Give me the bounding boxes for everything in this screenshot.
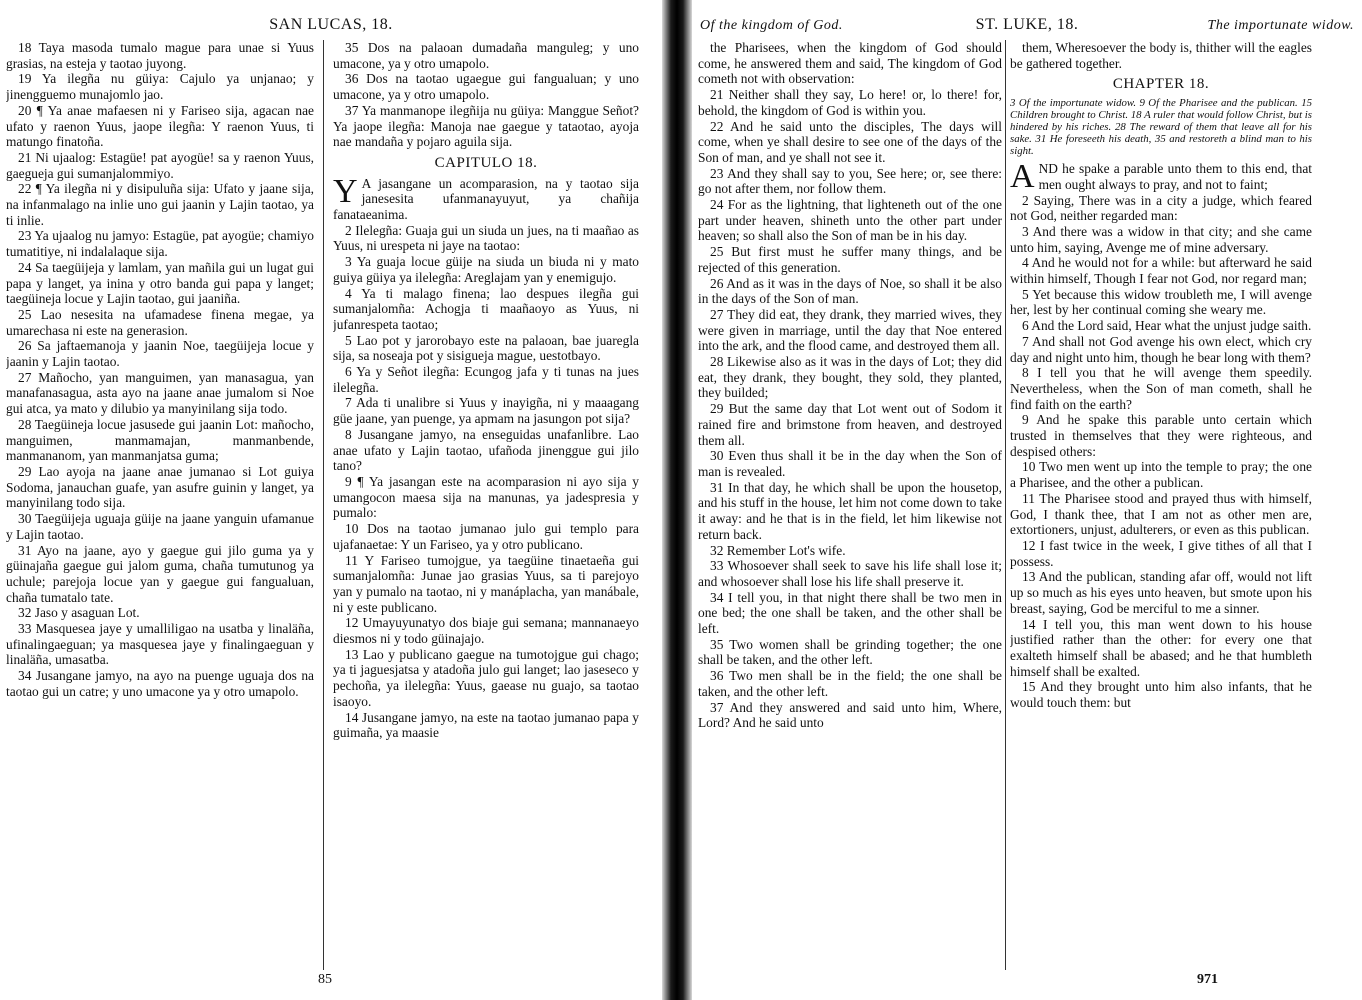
left-column-2: [333, 40, 639, 970]
verse-paragraph: 3 Ya guaja locue güije na siuda un biuda ni y mato guiya güiya ya ilelegña: Areglajam yan y enemigujo.: [333, 254, 639, 285]
verse-paragraph: 12 Umayuyunatyo dos biaje gui semana; mannanaeyo diesmos ni y todo güinajajo.: [333, 615, 639, 647]
verse-paragraph: 35 Dos na palaoan dumadaña manguleg; y uno umacone, ya y otro umapolo.: [333, 40, 639, 71]
verse-paragraph: 12 I fast twice in the week, I give tithes of all that I possess.: [1010, 537, 1312, 569]
right-running-head-right: The importunate widow.: [1207, 18, 1354, 33]
verse-paragraph: 27 They did eat, they drank, they married wives, they were given in marriage, until the day that Noe entered into the ark, and the flood came, and destroyed them all.: [698, 306, 1002, 354]
verse-paragraph: 28 Taegüineja locue jasusede gui jaanin Lot: mañocho, manguimen, manmamajan, manmanbende, manmananom, yan manmanjatsa guma;: [6, 416, 314, 464]
verse-paragraph: 19 Ya ilegña nu güiya: Cajulo ya unjanao; y jinengguemo munajomlo jao.: [6, 71, 314, 103]
verse-paragraph: 9 And he spake this parable unto certain which trusted in themselves that they were righteous, and despised others:: [1010, 412, 1312, 459]
verse-paragraph: the Pharisees, when the kingdom of God should come, he answered them and said, The kingdom of God cometh not with observation:: [698, 40, 1002, 87]
verse-paragraph: 2 Ilelegña: Guaja gui un siuda un jues, na ti maañao as Yuus, ni urespeta ni jaye na taotao:: [333, 222, 639, 254]
verse-paragraph: 6 And the Lord said, Hear what the unjust judge saith.: [1022, 318, 1312, 334]
verse-paragraph: 36 Dos na taotao ugaegue gui fangualuan; y uno umacone, ya y otro umapolo.: [333, 71, 639, 103]
right-folio: 971: [1197, 972, 1218, 987]
book-gutter: [662, 0, 692, 1000]
verse-paragraph: 24 For as the lightning, that lighteneth out of the one part under heaven, shineth unto the other part under heaven; so shall also the Son of man be in his day.: [698, 197, 1002, 244]
verse-paragraph: 25 But first must he suffer many things, and be rejected of this generation.: [698, 244, 1002, 275]
verse-paragraph: them, Wheresoever the body is, thither will the eagles be gathered together.: [1010, 40, 1312, 71]
verse-paragraph: 20 ¶ Ya anae mafaesen ni y Fariseo sija, agacan nae ufato y raenon Yuus, jaope ilegña: Y raenon Yuus, ti matungo finatoña.: [6, 102, 314, 150]
verse-paragraph: 30 Taegüijeja uguaja güije na jaane yanguin ufamanue y Lajin taotao.: [6, 511, 314, 542]
right-page: [692, 0, 1362, 1000]
verse-paragraph: 32 Remember Lot's wife.: [710, 542, 846, 558]
right-chapter-first-verse: [1010, 158, 1312, 196]
verse-paragraph: 34 Jusangane jamyo, na ayo na puenge uguaja dos na taotao gui un catre; y uno umacone ya y otro umapolo.: [6, 668, 314, 699]
left-chapter-verses: [333, 223, 639, 741]
verse-paragraph: 9 ¶ Ya jasangan este na acomparasion ni ayo sija y umangocon maesa sija na manunas, ya jadespresia y pumalo:: [333, 473, 639, 521]
left-column-1: [6, 40, 314, 970]
verse-paragraph: 23 Ya ujaalog nu jamyo: Estagüe, pat ayogüe; chamiyo tumatitiye, ni indalalaque sija.: [6, 228, 314, 260]
verse-paragraph: 26 And as it was in the days of Noe, so shall it be also in the days of the Son of man.: [698, 275, 1002, 307]
verse-paragraph: 8 Jusangane jamyo, na enseguidas unafanlibre. Lao anae ufato y Lajin taotao, ufañoda jinenggue gui jilo tano?: [333, 426, 639, 474]
verse-paragraph: 5 Yet because this widow troubleth me, I will avenge her, lest by her continual coming she weary me.: [1010, 286, 1312, 318]
right-column-2-verses: [1010, 40, 1312, 71]
verse-paragraph: 11 Y Fariseo tumojgue, ya taegüine tinaetaeña gui sumanjalomña: Junae jao grasias Yuus, sa ti parejoyo yan y pumalo na taotao, ni y manáplacha, yan manábale, ni y este publicano.: [333, 552, 639, 615]
right-first-verse-text: ND he spake a parable unto them to this end, that men ought always to pray, and not to faint;: [1038, 161, 1312, 192]
left-first-verse-text: A jasangane un acomparasion, na y taotao sija janesesita ufanmanayuyut, ya chañija fanataeanima.: [333, 175, 639, 223]
right-chapter-heading: CHAPTER 18.: [1112, 76, 1210, 93]
right-column-1: [698, 40, 1002, 970]
verse-paragraph: 15 And they brought unto him also infants, that he would touch them: but: [1010, 679, 1312, 711]
verse-paragraph: 6 Ya y Señot ilegña: Ecungog jafa y ti tunas na jues ilelegña.: [333, 364, 639, 395]
verse-paragraph: 33 Whosoever shall seek to save his life shall lose it; and whosoever shall lose his life shall preserve it.: [698, 558, 1002, 589]
verse-paragraph: 31 In that day, he which shall be upon the housetop, and his stuff in the house, let him not come down to take it away: and he that is in the field, let him likewise not return back.: [698, 479, 1002, 542]
verse-paragraph: 10 Dos na taotao jumanao julo gui templo para ujafanaetae: Y un Fariseo, ya y otro publicano.: [333, 521, 639, 552]
verse-paragraph: 18 Taya masoda tumalo mague para unae si Yuus grasias, na esteja y taotao juyong.: [6, 40, 314, 71]
verse-paragraph: 29 But the same day that Lot went out of Sodom it rained fire and brimstone from heaven, and destroyed them all.: [698, 401, 1002, 448]
left-chapter-first-verse: [333, 172, 639, 223]
verse-paragraph: 13 And the publican, standing afar off, would not lift up so much as his eyes unto heaven, but smote upon his breast, saying, God be merciful to me a sinner.: [1010, 569, 1312, 616]
right-column-rule: [1005, 40, 1006, 970]
verse-paragraph: 4 And he would not for a while: but afterward he said within himself, Though I fear not God, nor regard man;: [1010, 255, 1312, 287]
verse-paragraph: 7 And shall not God avenge his own elect, which cry day and night unto him, though he bear long with them?: [1010, 333, 1312, 365]
verse-paragraph: 11 The Pharisee stood and prayed thus with himself, God, I thank thee, that I am not as other men are, extortioners, unjust, adulterers, or even as this publican.: [1010, 490, 1312, 538]
verse-paragraph: 3 And there was a widow in that city; and she came unto him, saying, Avenge me of mine adversary.: [1010, 223, 1312, 255]
left-page: [0, 0, 662, 1000]
left-running-head: [0, 12, 662, 38]
right-running-head-left: Of the kingdom of God.: [700, 18, 843, 33]
verse-paragraph: 28 Likewise also as it was in the days of Lot; they did eat, they drank, they bought, they sold, they planted, they builded;: [698, 354, 1002, 401]
verse-paragraph: 26 Sa jaftaemanoja y jaanin Noe, taegüijeja locue y jaanin y Lajin taotao.: [6, 338, 314, 370]
verse-paragraph: 34 I tell you, in that night there shall be two men in one bed; the one shall be taken, and the other shall be left.: [698, 589, 1002, 637]
left-drop-cap: Y: [333, 172, 358, 210]
verse-paragraph: 14 Jusangane jamyo, na este na taotao jumanao papa y guimaña, ya maasie: [333, 709, 639, 741]
verse-paragraph: 2 Saying, There was in a city a judge, which feared not God, neither regarded man:: [1010, 192, 1312, 224]
verse-paragraph: 33 Masquesea jaye y umalliligao na usatba y linaläña, ufinalingaeguan; ya masquesea jaye y finalingaeguan y linaläña, umasatba.: [6, 621, 314, 668]
verse-paragraph: 25 Lao nesesita na ufamadese finena megae, ya umarechasa ni este na generasion.: [6, 306, 314, 338]
right-running-head-title: ST. LUKE, 18.: [975, 16, 1079, 33]
verse-paragraph: 21 Ni ujaalog: Estagüe! pat ayogüe! sa y raenon Yuus, gaegueja gui sumanjalommiyo.: [6, 149, 314, 181]
left-column-2-verses: [333, 40, 639, 150]
left-column-rule: [323, 40, 324, 970]
verse-paragraph: 27 Mañocho, yan manguimen, yan manasagua, yan manafanasagua, asta ayo na jaane anae jumalom si Noe gui atca, ya mato y dilubio ya manyinilang sija todo.: [6, 369, 314, 417]
right-drop-cap: A: [1010, 158, 1035, 196]
right-chapter-summary: 3 Of the importunate widow. 9 Of the Pharisee and the publican. 15 Children brought to Christ. 18 A ruler that would follow Christ, but is hindered by his riches. 28 The reward of them that leave all for his sake. 31 He foreseeth his death, 35 and restoreth a blind man to his sight.: [1010, 97, 1312, 158]
verse-paragraph: 22 And he said unto the disciples, The days will come, when ye shall desire to see one of the days of the Son of man, and ye shall not see it.: [698, 118, 1002, 165]
verse-paragraph: 10 Two men went up into the temple to pray; the one a Pharisee, and the other a publican.: [1010, 459, 1312, 491]
right-running-head: [692, 12, 1362, 38]
verse-paragraph: 32 Jaso y asaguan Lot.: [18, 605, 140, 621]
verse-paragraph: 7 Ada ti unalibre si Yuus y inayigña, ni y maaagang güe jaane, yan puenge, ya apmam na jasungon pot sija?: [333, 395, 639, 427]
verse-paragraph: 23 And they shall say to you, See here; or, see there: go not after them, nor follow them.: [698, 165, 1002, 197]
verse-paragraph: 36 Two men shall be in the field; the one shall be taken, and the other left.: [698, 668, 1002, 699]
verse-paragraph: 21 Neither shall they say, Lo here! or, lo there! for, behold, the kingdom of God is within you.: [698, 87, 1002, 118]
verse-paragraph: 31 Ayo na jaane, ayo y gaegue gui jilo guma ya y güinajaña gaegue gui jalom guma, chaña tumutunog ya uchule; parejoja locue yan y gaegue gui fangualuan, chaña tumatalo tate.: [6, 542, 314, 605]
right-column-2: [1010, 40, 1312, 970]
right-chapter-verses: [1010, 193, 1312, 711]
verse-paragraph: 37 And they answered and said unto him, Where, Lord? And he said unto: [698, 699, 1002, 731]
verse-paragraph: 5 Lao pot y jarorobayo este na palaoan, bae juaregla sija, sa noseaja pot y sisigueja mague, uestotbayo.: [333, 332, 639, 364]
verse-paragraph: 24 Sa taegüijeja y lamlam, yan mañila gui un lugat gui papa y langet, ya inina y otro banda gui papa y langet; taegüineja locue y Lajin taotao, gui jaaniña.: [6, 259, 314, 307]
verse-paragraph: 14 I tell you, this man went down to his house justified rather than the other: for every one that exalteth himself shall be abased; and he that humbleth himself shall be exalted.: [1010, 616, 1312, 679]
left-running-head-title: SAN LUCAS, 18.: [269, 16, 393, 33]
verse-paragraph: 4 Ya ti malago finena; lao despues ilegña gui sumanjalomña: Achogja ti maañaoyo as Yuus, ni jufanrespeta taotao;: [333, 285, 639, 332]
left-folio: 85: [318, 972, 332, 987]
verse-paragraph: 8 I tell you that he will avenge them speedily. Nevertheless, when the Son of man cometh, shall he find faith on the earth?: [1010, 365, 1312, 412]
verse-paragraph: 35 Two women shall be grinding together; the one shall be taken, and the other left.: [698, 636, 1002, 668]
verse-paragraph: 13 Lao y publicano gaegue na tumotojgue gui chago; ya ti jaguesjatsa y atadoña julo gui langet; lao jaseseco y pechoña, ya ilelegña: Yuus, gaease nu guajo, sa taotao isaoyo.: [333, 646, 639, 709]
verse-paragraph: 22 ¶ Ya ilegña ni y disipuluña sija: Ufato y jaane sija, na infanmalago na inlie uno gui jaanin y Lajin taotao, ya ti inlie.: [6, 181, 314, 228]
verse-paragraph: 29 Lao ayoja na jaane anae jumanao si Lot guiya Sodoma, janauchan guafe, yan asufre guinin y langet, ya manyinilang todo sija.: [6, 463, 314, 511]
verse-paragraph: 30 Even thus shall it be in the day when the Son of man is revealed.: [698, 448, 1002, 479]
verse-paragraph: 37 Ya manmanope ilegñija nu güiya: Manggue Señot? Ya jaope ilegña: Manoja nae gaegue y tataotao, ayoja nae mandaña y pojaro aguila sija.: [333, 102, 639, 150]
left-chapter-heading: CAPITULO 18.: [434, 154, 538, 171]
